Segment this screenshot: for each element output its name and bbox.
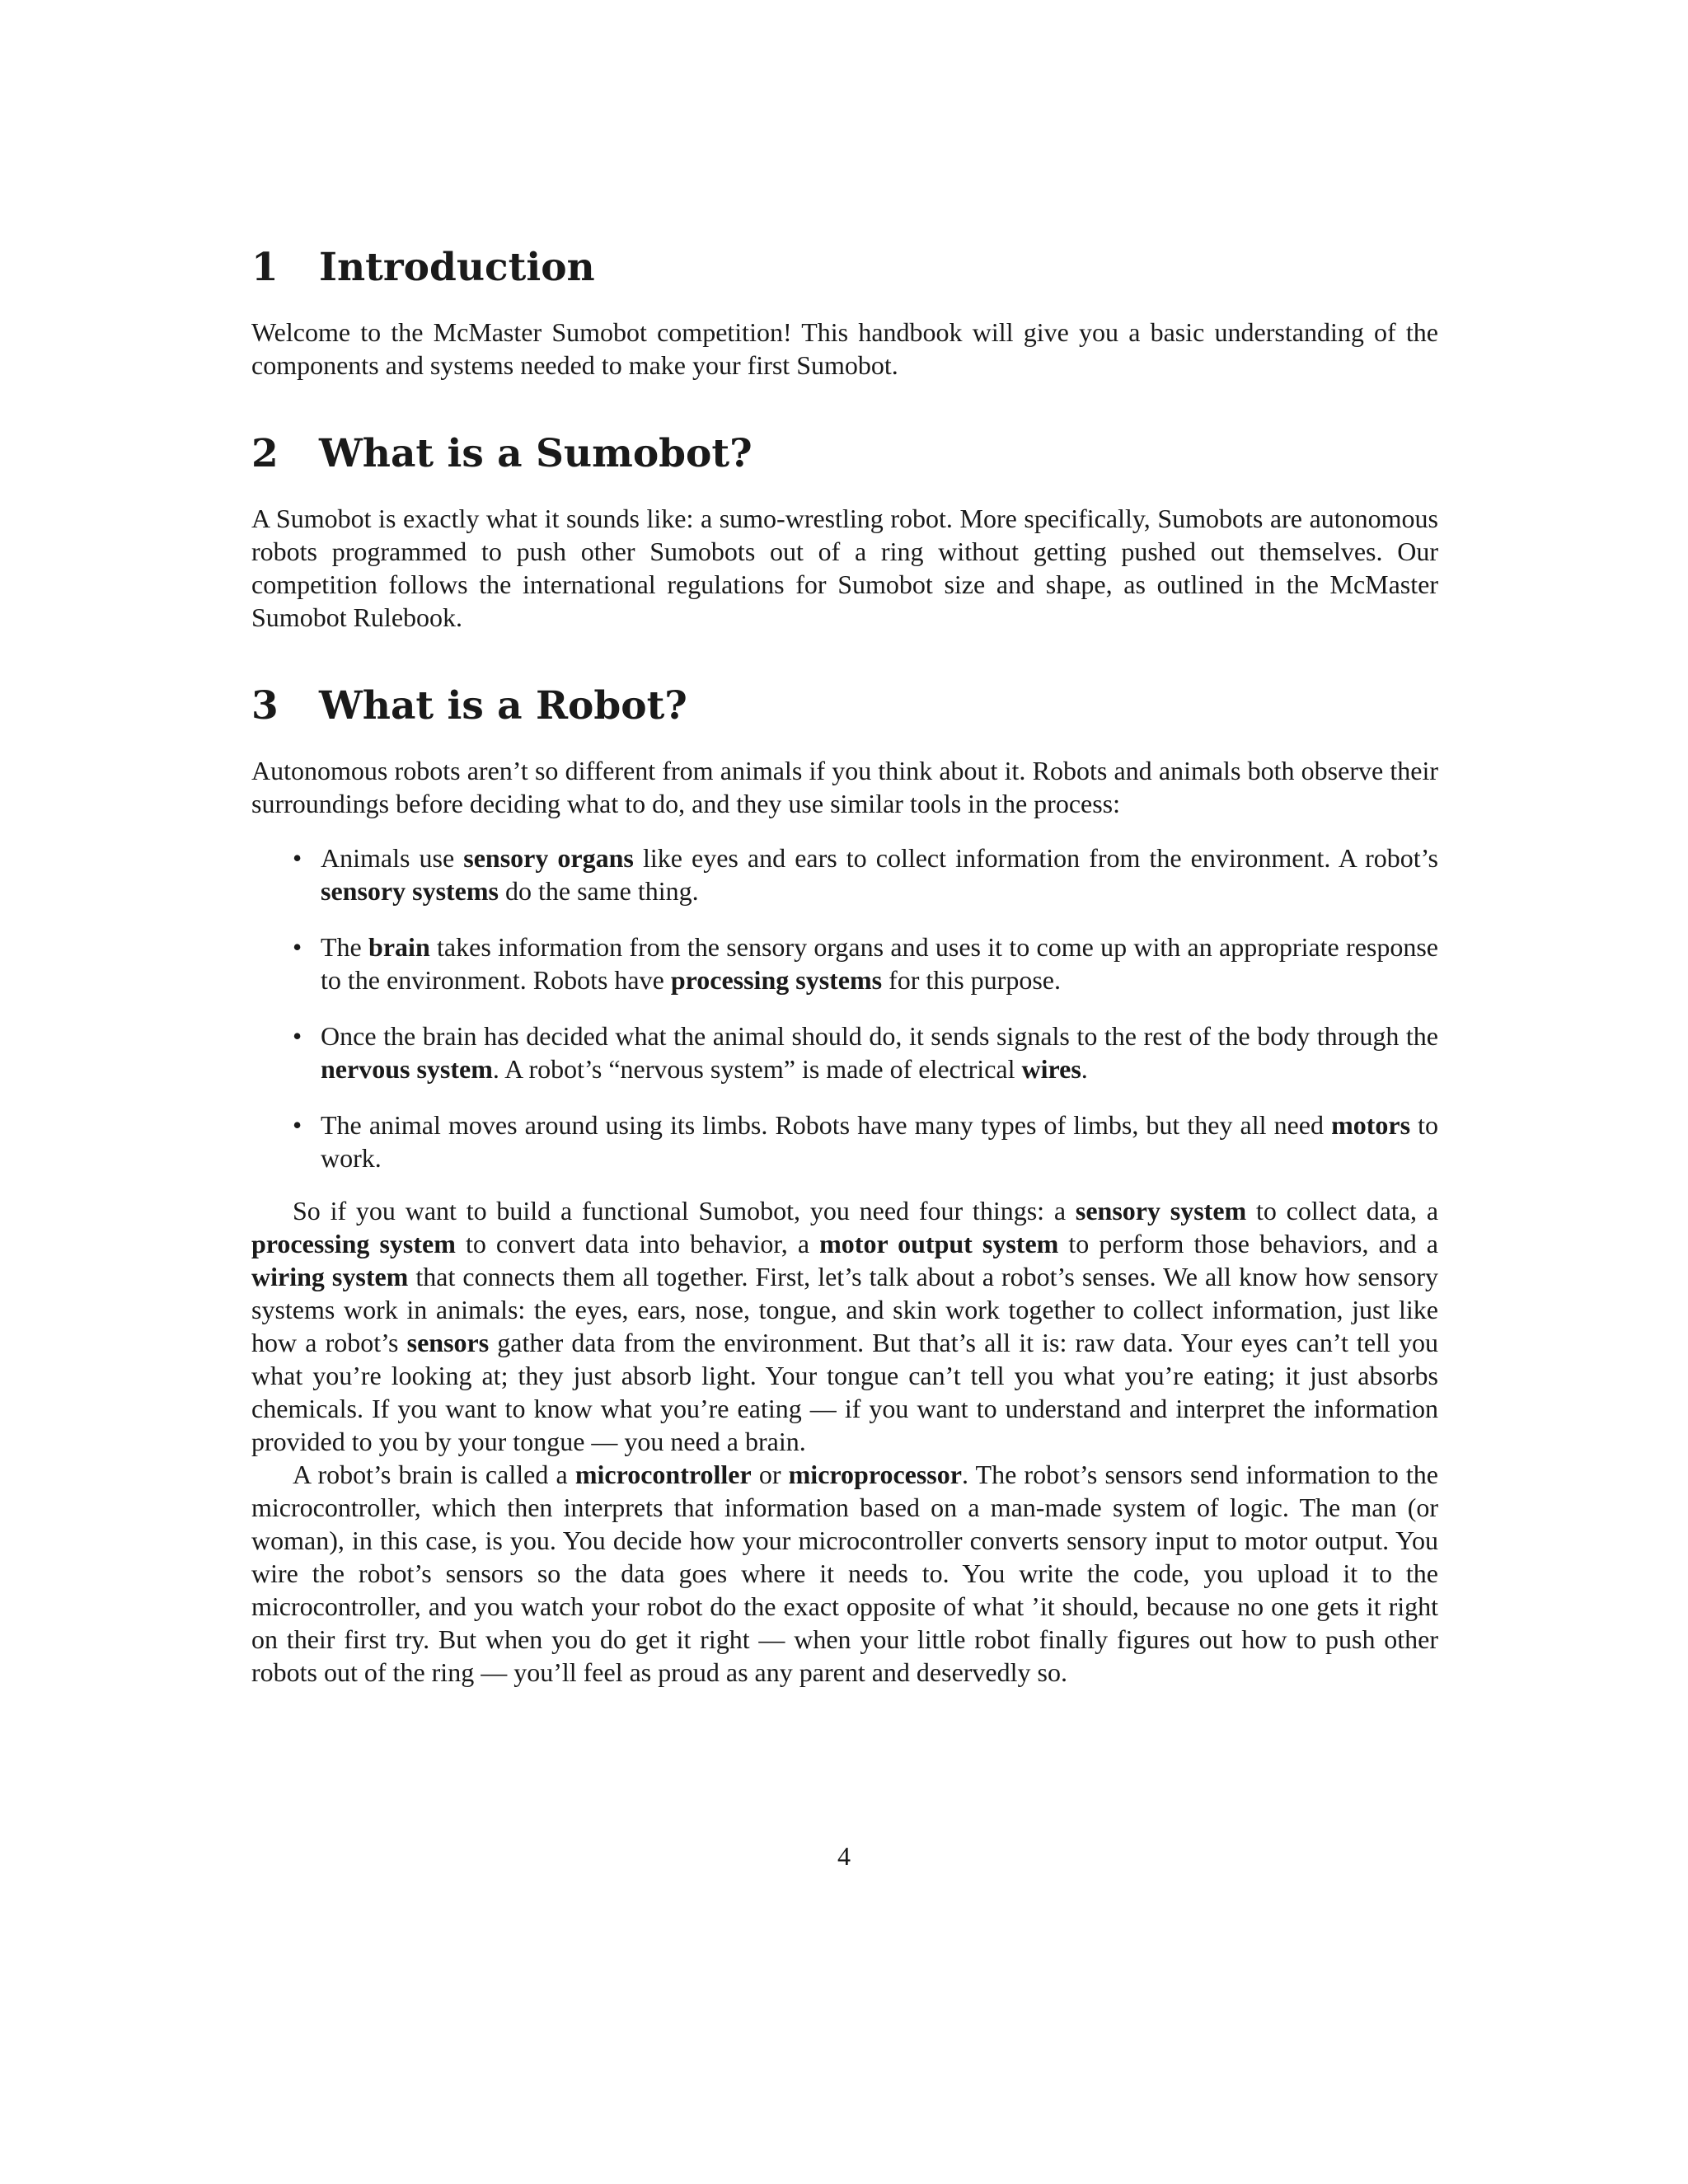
section-heading-what-is-a-robot (251, 682, 1438, 731)
list-text: . (1081, 1054, 1088, 1084)
section-title: What is a Sumobot? (319, 431, 753, 476)
page-number: 4 (837, 1841, 851, 1871)
list-text: Once the brain has decided what the animal should do, it sends signals to the rest of the body through the (321, 1021, 1438, 1051)
list-item (251, 841, 1438, 907)
bold-term: processing systems (670, 965, 883, 995)
bullet-marker: • (293, 932, 302, 962)
list-text: The animal moves around using its limbs. Robots have many types of limbs, but they all need (321, 1110, 1332, 1140)
bold-term: motors (1331, 1110, 1411, 1140)
bold-term: sensory systems (321, 876, 499, 906)
section-heading-introduction (251, 243, 1438, 293)
list-text: to work. (321, 1110, 1439, 1173)
bold-term: microprocessor (788, 1460, 962, 1489)
paragraph-text: or (751, 1460, 789, 1489)
robot-comparison-list (251, 841, 1438, 1174)
list-item (251, 930, 1438, 996)
paragraph-text: that connects them all together. First, let’s talk about a robot’s senses. We all know how sensory systems work in animals: the eyes, ears, nose, tongue, and skin work together to collect information, just like how a robot’s (251, 1262, 1439, 1357)
list-text: takes information from the sensory organs and uses it to come up with an appropriate response to the environment. Robots have (321, 932, 1439, 995)
bold-term: brain (368, 932, 430, 962)
four-systems-paragraph (251, 1194, 1438, 1458)
bold-term: sensors (406, 1328, 490, 1357)
paragraph-text: to collect data, a (1246, 1196, 1439, 1226)
section-heading-what-is-a-sumobot (251, 429, 1438, 479)
list-text: Animals use (321, 843, 464, 873)
robot-intro-paragraph: Autonomous robots aren’t so different from animals if you think about it. Robots and animals both observe their surroundings before deciding what to do, and they use similar tools in the process: (251, 756, 1438, 818)
bullet-marker: • (293, 843, 302, 873)
paragraph-text: . The robot’s sensors send information to the microcontroller, which then interprets that information based on a man-made system of logic. The man (or woman), in this case, is you. You decide how your microcontroller converts sensory input to motor output. You wire the robot’s sensors so the data goes where it needs to. You write the code, you upload it to the microcontroller, and you watch your robot do the exact opposite of what ’it should, because no one gets it right on their first try. But when you do get it right — when your little robot finally figures out how to push other robots out of the ring — you’ll feel as proud as any parent and deservedly so. (251, 1460, 1439, 1687)
paragraph-text: So if you want to build a functional Sumobot, you need four things: a (293, 1196, 1076, 1226)
list-item (251, 1019, 1438, 1085)
section-number: 2 (251, 431, 279, 476)
bold-term: microcontroller (574, 1460, 752, 1489)
section-title: What is a Robot? (319, 683, 687, 729)
bold-term: nervous system (321, 1054, 493, 1084)
bold-term: sensory system (1075, 1196, 1247, 1226)
list-item (251, 1108, 1438, 1174)
sumobot-paragraph: A Sumobot is exactly what it sounds like: a sumo-wrestling robot. More specifically, Sumobots are autonomous robots programmed to push other Sumobots out of a ring without getting pushed out themselves. Our competition follows the international regulations for Sumobot size and shape, as outlined in the McMaster Sumobot Rulebook. (251, 504, 1438, 632)
section-title: Introduction (319, 245, 595, 290)
bullet-marker: • (293, 1021, 302, 1051)
microcontroller-paragraph (251, 1458, 1438, 1689)
section-number: 3 (251, 683, 279, 729)
bold-term: wiring system (251, 1262, 409, 1291)
list-text: like eyes and ears to collect information from the environment. A robot’s (633, 843, 1439, 873)
paragraph-text: to perform those behaviors, and a (1058, 1229, 1439, 1258)
bold-term: wires (1021, 1054, 1081, 1084)
section-number: 1 (251, 245, 279, 290)
paragraph-text: A robot’s brain is called a (293, 1460, 575, 1489)
bold-term: motor output system (819, 1229, 1059, 1258)
paragraph-text: to convert data into behavior, a (455, 1229, 820, 1258)
introduction-paragraph: Welcome to the McMaster Sumobot competition! This handbook will give you a basic understanding of the components and systems needed to make your first Sumobot. (251, 317, 1438, 380)
bold-term: sensory organs (463, 843, 634, 873)
bullet-marker: • (293, 1110, 302, 1140)
list-text: . A robot’s “nervous system” is made of electrical (492, 1054, 1022, 1084)
list-text: The (321, 932, 369, 962)
paragraph-text: gather data from the environment. But that’s all it is: raw data. Your eyes can’t tell you what you’re looking at; they just absorb light. Your tongue can’t tell you what you’re eating; it just absorbs chemicals. If you want to know what you’re eating — if you want to understand and interpret the information provided to you by your tongue — you need a brain. (251, 1328, 1439, 1456)
list-text: do the same thing. (498, 876, 699, 906)
page-content (251, 243, 1438, 1689)
bold-term: processing system (251, 1229, 456, 1258)
list-text: for this purpose. (882, 965, 1061, 995)
